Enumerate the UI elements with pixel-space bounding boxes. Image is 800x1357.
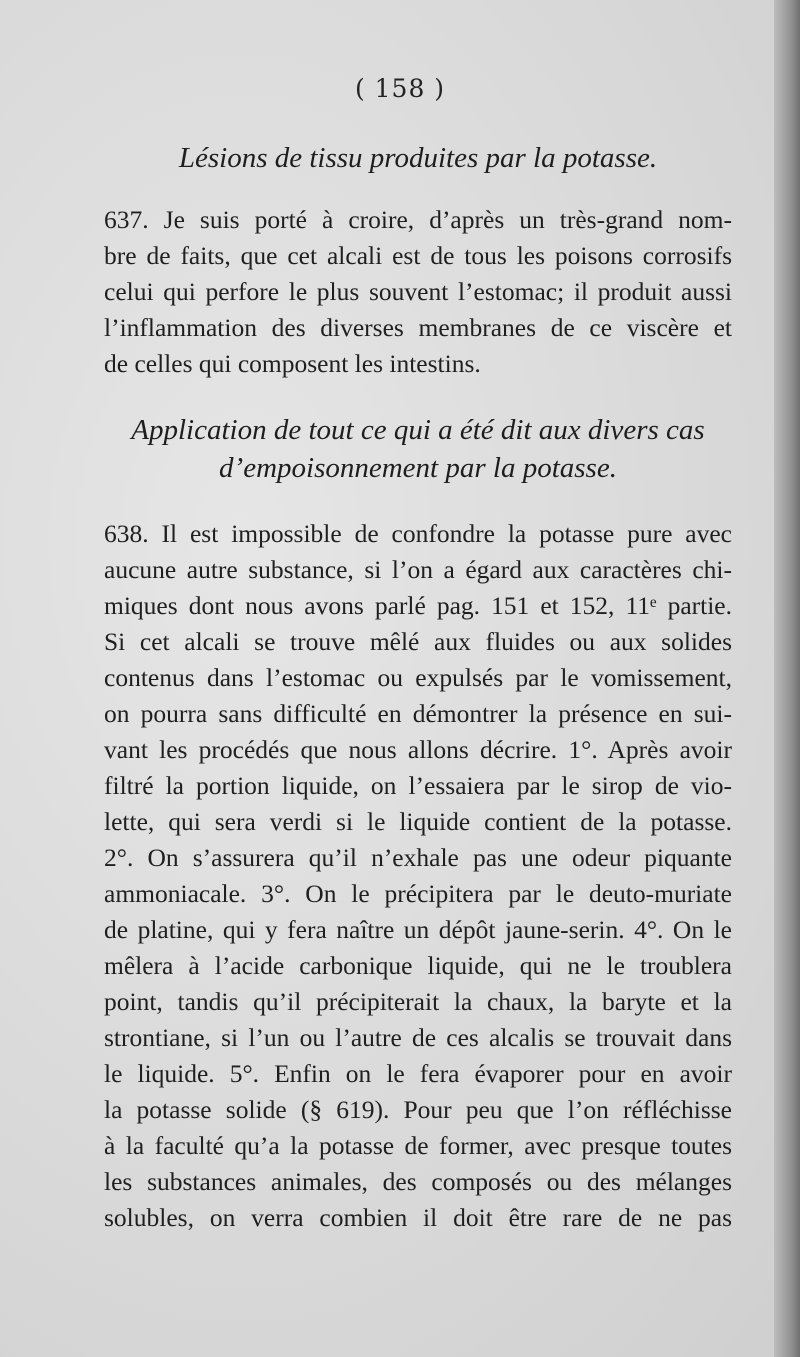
text-line: 637. Je suis porté à croire, d’après un très-grand nom- bbox=[104, 205, 732, 234]
text-line: aucune autre substance, si l’on a égard aux caractères chi- bbox=[104, 555, 732, 584]
text-line: lette, qui sera verdi si le liquide contient de la potasse. bbox=[104, 807, 732, 836]
text-line: l’inflammation des diverses membranes de ce viscère et bbox=[104, 313, 732, 342]
text-line: mêlera à l’acide carbonique liquide, qui ne le troublera bbox=[104, 951, 732, 980]
text-line: Si cet alcali se trouve mêlé aux fluides ou aux solides bbox=[104, 627, 732, 656]
text-line: la potasse solide (§ 619). Pour peu que l’on réfléchisse bbox=[104, 1095, 732, 1124]
text-line: les substances animales, des composés ou des mélanges bbox=[104, 1167, 732, 1196]
text-line: à la faculté qu’a la potasse de former, avec presque toutes bbox=[104, 1131, 732, 1160]
text-line: on pourra sans difficulté en démontrer la présence en sui- bbox=[104, 699, 732, 728]
text-line: 2°. On s’assurera qu’il n’exhale pas une odeur piquante bbox=[104, 843, 732, 872]
paragraph-637 bbox=[104, 202, 732, 382]
text-line: point, tandis qu’il précipiterait la chaux, la baryte et la bbox=[104, 987, 732, 1016]
text-line: strontiane, si l’un ou l’autre de ces alcalis se trouvait dans bbox=[104, 1023, 732, 1052]
text-line: vant les procédés que nous allons décrire. 1°. Après avoir bbox=[104, 735, 732, 764]
section-heading-application-line1: Application de tout ce qui a été dit aux divers cas bbox=[131, 414, 705, 446]
text-line: filtré la portion liquide, on l’essaiera par le sirop de vio- bbox=[104, 771, 732, 800]
text-line: de platine, qui y fera naître un dépôt jaune-serin. 4°. On le bbox=[104, 915, 732, 944]
text-line: celui qui perfore le plus souvent l’estomac; il produit aussi bbox=[104, 277, 732, 306]
text-line: ammoniacale. 3°. On le précipitera par le deuto-muriate bbox=[104, 879, 732, 908]
text-line: 638. Il est impossible de confondre la potasse pure avec bbox=[104, 519, 732, 548]
text-line: de celles qui composent les intestins. bbox=[104, 349, 481, 378]
text-line: bre de faits, que cet alcali est de tous les poisons corrosifs bbox=[104, 241, 732, 270]
section-heading-lesions: Lésions de tissu produites par la potasse. bbox=[178, 142, 658, 174]
page-number: ( 158 ) bbox=[354, 74, 446, 103]
text-line: le liquide. 5°. Enfin on le fera évaporer pour en avoir bbox=[104, 1059, 732, 1088]
text-line: contenus dans l’estomac ou expulsés par le vomissement, bbox=[104, 663, 732, 692]
text-line: solubles, on verra combien il doit être rare de ne pas bbox=[104, 1203, 732, 1232]
section-heading-application-line2: d’empoisonnement par la potasse. bbox=[219, 452, 617, 484]
paragraph-638 bbox=[104, 516, 732, 1236]
page-gutter-shadow bbox=[774, 0, 800, 1357]
text-line: miques dont nous avons parlé pag. 151 et 152, 11ᵉ partie. bbox=[104, 591, 732, 620]
